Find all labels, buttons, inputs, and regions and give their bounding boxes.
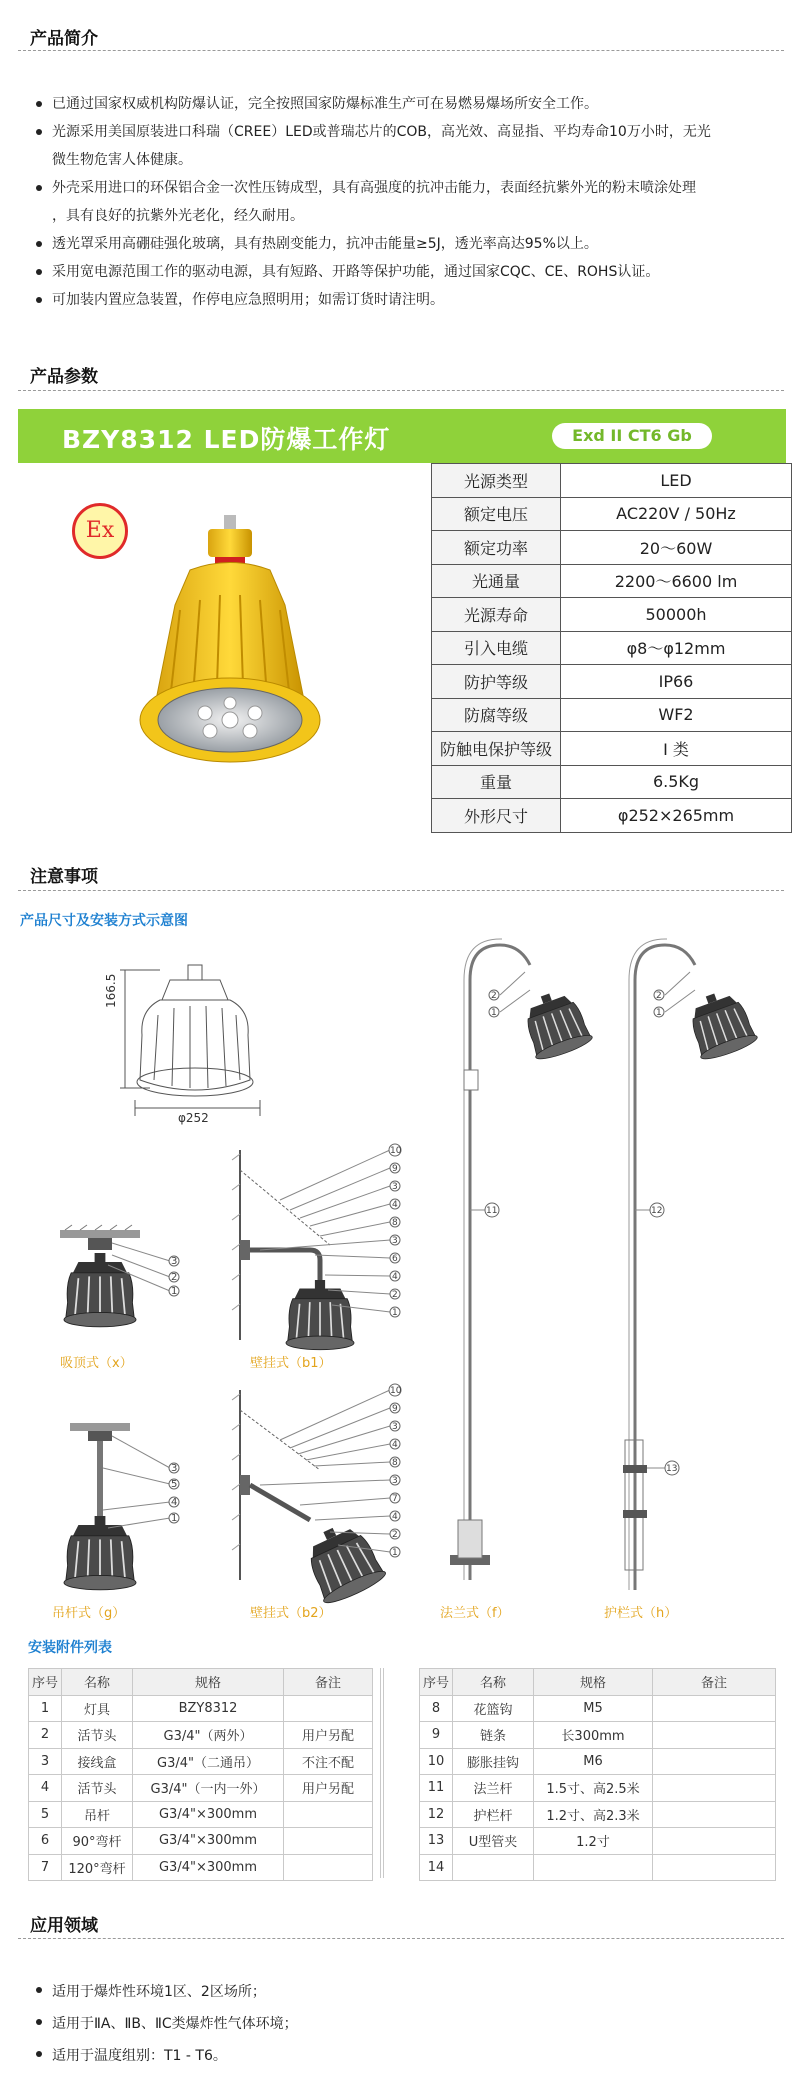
svg-text:7: 7 (392, 1494, 398, 1504)
dimension-drawing (110, 960, 280, 1135)
table-row: 12 护栏杆 1.2寸、高2.3米 (420, 1801, 776, 1828)
svg-text:10: 10 (390, 1146, 402, 1156)
table-row: 1 灯具 BZY8312 (29, 1695, 373, 1722)
table-row (432, 698, 792, 732)
svg-text:2: 2 (392, 1530, 398, 1540)
caption-ceiling: 吸顶式（x） (60, 1356, 133, 1371)
col-header: 名称 (62, 1669, 133, 1696)
table-row: 11 法兰杆 1.5寸、高2.5米 (420, 1775, 776, 1802)
table-row: 6 90°弯杆 G3/4"×300mm (29, 1828, 373, 1855)
svg-text:1: 1 (392, 1308, 398, 1318)
svg-text:3: 3 (392, 1182, 398, 1192)
list-item: 采用宽电源范围工作的驱动电源，具有短路、开路等保护功能，通过国家CQC、CE、ROHS认证。 (18, 258, 798, 286)
list-item-continuation: 微生物危害人体健康。 (52, 152, 192, 168)
table-row: 8 花篮钩 M5 (420, 1695, 776, 1722)
svg-text:3: 3 (392, 1236, 398, 1246)
table-header (29, 1669, 373, 1696)
accessory-table-right (419, 1668, 776, 1881)
divider (18, 890, 784, 891)
spec-key: 额定电压 (432, 497, 561, 531)
spec-value: 6.5Kg (561, 765, 792, 799)
svg-text:6: 6 (392, 1254, 398, 1264)
intro-list (18, 90, 798, 314)
divider (18, 1938, 784, 1939)
svg-text:2: 2 (171, 1272, 178, 1283)
table-row (432, 497, 792, 531)
col-header: 备注 (284, 1669, 373, 1696)
table-row: 7 120°弯杆 G3/4"×300mm (29, 1854, 373, 1881)
table-header (420, 1669, 776, 1696)
table-row: 13 U型管夹 1.2寸 (420, 1828, 776, 1855)
table-row (432, 464, 792, 498)
spec-key: 防触电保护等级 (432, 732, 561, 766)
col-header: 备注 (653, 1669, 776, 1696)
svg-text:1: 1 (171, 1286, 178, 1297)
svg-text:1: 1 (392, 1548, 398, 1558)
col-header: 规格 (534, 1669, 653, 1696)
col-header: 名称 (453, 1669, 534, 1696)
svg-text:9: 9 (392, 1404, 398, 1414)
svg-text:2: 2 (392, 1290, 398, 1300)
spec-value: 2200～6600 lm (561, 564, 792, 598)
list-item: 适用于ⅡA、ⅡB、ⅡC类爆炸性气体环境； (18, 2008, 778, 2040)
section-title-params: 产品参数 (30, 367, 98, 387)
svg-text:4: 4 (392, 1512, 398, 1522)
spec-key: 额定功率 (432, 531, 561, 565)
caption-wall-b1: 壁挂式（b1） (250, 1356, 332, 1371)
svg-text:5: 5 (171, 1479, 178, 1490)
svg-text:1: 1 (491, 1008, 497, 1018)
table-row (432, 531, 792, 565)
caption-pendant: 吊杆式（g） (52, 1606, 126, 1621)
caption-guardrail: 护栏式（h） (604, 1606, 678, 1621)
list-item: 透光罩采用高硼硅强化玻璃，具有热剧变能力，抗冲击能量≥5J，透光率高达95%以上。 (18, 230, 798, 258)
spec-table (431, 463, 792, 833)
list-item: 适用于温度组别：T1 - T6。 (18, 2040, 778, 2072)
table-row (432, 799, 792, 833)
mount-flange-drawing (440, 940, 590, 1590)
section-title-intro: 产品简介 (30, 29, 98, 49)
spec-value: φ8～φ12mm (561, 631, 792, 665)
svg-text:3: 3 (171, 1463, 178, 1474)
list-item: 光源采用美国原装进口科瑞（CREE）LED或普瑞芯片的COB，高光效、高显指、平均寿命10万小时，无光 (18, 118, 798, 146)
diagram-heading: 产品尺寸及安装方式示意图 (20, 913, 188, 929)
mount-ceiling-drawing (60, 1225, 200, 1345)
mount-wall-b2-drawing (200, 1380, 420, 1585)
table-row (432, 631, 792, 665)
svg-text:8: 8 (392, 1458, 398, 1468)
table-separator (380, 1668, 384, 1878)
ex-mark-text: Ex (85, 518, 115, 543)
spec-value: φ252×265mm (561, 799, 792, 833)
list-item (18, 202, 798, 230)
svg-text:4: 4 (392, 1440, 398, 1450)
spec-value: IP66 (561, 665, 792, 699)
list-item (18, 146, 798, 174)
spec-key: 防腐等级 (432, 698, 561, 732)
table-row: 3 接线盒 G3/4"（二通吊） 不注不配 (29, 1748, 373, 1775)
spec-value: 20～60W (561, 531, 792, 565)
lamp-photo (120, 515, 350, 795)
list-item-continuation: ，具有良好的抗紫外光老化，经久耐用。 (52, 208, 304, 224)
spec-key: 引入电缆 (432, 631, 561, 665)
divider (18, 50, 784, 51)
svg-text:2: 2 (491, 991, 497, 1001)
table-row (432, 598, 792, 632)
svg-text:10: 10 (390, 1386, 402, 1396)
svg-text:1: 1 (656, 1008, 662, 1018)
spec-value: 50000h (561, 598, 792, 632)
svg-text:13: 13 (666, 1464, 678, 1474)
product-name: BZY8312 LED防爆工作灯 (62, 425, 391, 454)
list-item: 可加装内置应急装置，作停电应急照明用；如需订货时请注明。 (18, 286, 798, 314)
table-row: 10 膨胀挂钩 M6 (420, 1748, 776, 1775)
svg-text:12: 12 (651, 1206, 663, 1216)
col-header: 规格 (133, 1669, 284, 1696)
col-header: 序号 (420, 1669, 453, 1696)
svg-text:3: 3 (171, 1256, 178, 1267)
spec-key: 光源类型 (432, 464, 561, 498)
section-title-application: 应用领域 (30, 1916, 98, 1936)
table-row: 5 吊杆 G3/4"×300mm (29, 1801, 373, 1828)
spec-value: I 类 (561, 732, 792, 766)
list-item: 已通过国家权威机构防爆认证，完全按照国家防爆标准生产可在易燃易爆场所安全工作。 (18, 90, 798, 118)
ex-rating-badge: Exd II CT6 Gb (552, 423, 712, 449)
table-row: 9 链条 长300mm (420, 1722, 776, 1749)
table-row: 14 (420, 1854, 776, 1881)
table-row (432, 564, 792, 598)
col-header: 序号 (29, 1669, 62, 1696)
table-row: 4 活节头 G3/4"（一内一外） 用户另配 (29, 1775, 373, 1802)
spec-key: 防护等级 (432, 665, 561, 699)
table-row (432, 765, 792, 799)
spec-key: 重量 (432, 765, 561, 799)
caption-wall-b2: 壁挂式（b2） (250, 1606, 332, 1621)
svg-text:1: 1 (171, 1513, 178, 1524)
list-item: 适用于爆炸性环境1区、2区场所； (18, 1976, 778, 2008)
spec-key: 光通量 (432, 564, 561, 598)
svg-text:2: 2 (656, 991, 662, 1001)
mount-wall-b1-drawing (200, 1140, 420, 1345)
svg-text:4: 4 (392, 1272, 398, 1282)
dim-height: 166.5 (104, 973, 118, 1008)
application-list (18, 1976, 778, 2072)
spec-key: 光源寿命 (432, 598, 561, 632)
table-row: 2 活节头 G3/4"（两外） 用户另配 (29, 1722, 373, 1749)
table-row (432, 732, 792, 766)
mount-pendant-drawing (60, 1418, 200, 1588)
spec-value: WF2 (561, 698, 792, 732)
divider (18, 390, 784, 391)
svg-text:3: 3 (392, 1476, 398, 1486)
svg-text:8: 8 (392, 1218, 398, 1228)
svg-text:3: 3 (392, 1422, 398, 1432)
mount-guardrail-drawing (605, 940, 755, 1590)
caption-flange: 法兰式（f） (440, 1606, 510, 1621)
spec-value: LED (561, 464, 792, 498)
svg-text:11: 11 (486, 1206, 498, 1216)
dim-width: φ252 (178, 1111, 209, 1125)
svg-text:4: 4 (171, 1497, 178, 1508)
accessory-table-left (28, 1668, 373, 1881)
spec-value: AC220V / 50Hz (561, 497, 792, 531)
accessory-heading: 安装附件列表 (28, 1640, 112, 1656)
section-title-notes: 注意事项 (30, 867, 98, 887)
svg-text:4: 4 (392, 1200, 398, 1210)
spec-key: 外形尺寸 (432, 799, 561, 833)
svg-text:9: 9 (392, 1164, 398, 1174)
list-item: 外壳采用进口的环保铝合金一次性压铸成型，具有高强度的抗冲击能力，表面经抗紫外光的粉末喷涂处理 (18, 174, 798, 202)
table-row (432, 665, 792, 699)
